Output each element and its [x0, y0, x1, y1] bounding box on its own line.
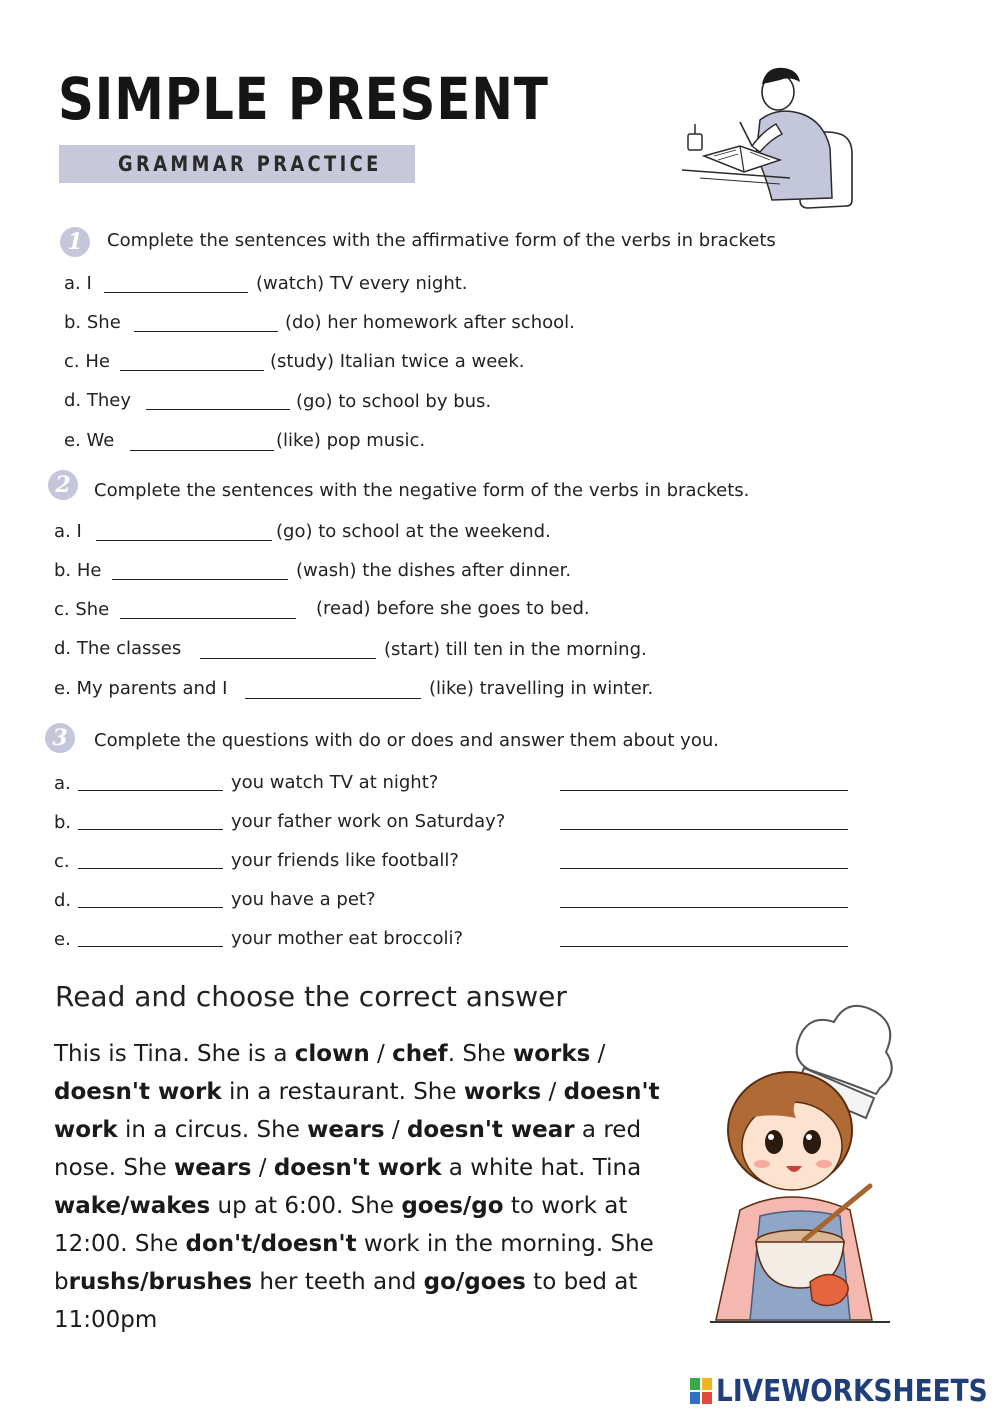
answer-blank[interactable]	[560, 868, 848, 869]
passage-text: her teeth and	[252, 1269, 424, 1295]
answer-option[interactable]: works	[463, 1079, 542, 1105]
passage-text: a red nose. She	[54, 1117, 642, 1181]
person-reading-icon	[680, 60, 870, 210]
answer-blank[interactable]	[120, 370, 264, 371]
answer-blank[interactable]	[560, 946, 848, 947]
exercise-text: (go) to school at the weekend.	[276, 521, 551, 542]
question-text: your friends like football?	[231, 850, 459, 871]
answer-blank[interactable]	[146, 409, 290, 410]
answer-option[interactable]: doesn't work	[54, 1079, 222, 1105]
passage-text: /	[251, 1155, 274, 1181]
page-title: SIMPLE PRESENT	[58, 65, 549, 133]
question-label: e.	[54, 929, 71, 950]
question-text: your father work on Saturday?	[231, 811, 506, 832]
section-instruction: Complete the sentences with the affirmative form of the verbs in brackets	[107, 230, 776, 251]
passage-text: a white hat. Tina	[441, 1155, 642, 1181]
do-does-blank[interactable]	[78, 829, 223, 830]
exercise-text: (like) pop music.	[276, 430, 426, 451]
exercise-label: b. She	[64, 312, 121, 333]
exercise-text: (wash) the dishes after dinner.	[296, 560, 572, 581]
passage-text: . She	[447, 1041, 513, 1067]
answer-blank[interactable]	[120, 618, 296, 619]
do-does-blank[interactable]	[78, 790, 223, 791]
do-does-blank[interactable]	[78, 907, 223, 908]
answer-blank[interactable]	[560, 790, 848, 791]
section-number-badge: 2	[48, 470, 78, 500]
question-label: d.	[54, 890, 72, 911]
exercise-text: (study) Italian twice a week.	[270, 351, 525, 372]
section-instruction: Complete the sentences with the negative form of the verbs in brackets.	[94, 480, 750, 501]
passage-text: /	[590, 1041, 606, 1067]
answer-blank[interactable]	[245, 698, 421, 699]
exercise-text: (like) travelling in winter.	[429, 678, 654, 699]
passage-text: in a circus. She	[117, 1117, 308, 1143]
liveworksheets-logo-icon	[690, 1378, 712, 1404]
exercise-label: e. We	[64, 430, 115, 451]
passage-text: to bed at 11:00pm	[54, 1269, 638, 1333]
passage-text: This is Tina. She is a	[54, 1041, 295, 1067]
exercise-text: (do) her homework after school.	[285, 312, 575, 333]
answer-blank[interactable]	[96, 540, 272, 541]
do-does-blank[interactable]	[78, 868, 223, 869]
question-label: b.	[54, 812, 72, 833]
passage-text: up at 6:00. She	[210, 1193, 402, 1219]
answer-option[interactable]: clown	[294, 1041, 370, 1067]
chef-child-icon	[700, 990, 900, 1330]
answer-option[interactable]: go/goes	[423, 1269, 526, 1295]
answer-blank[interactable]	[560, 829, 848, 830]
question-label: c.	[54, 851, 70, 872]
answer-blank[interactable]	[134, 331, 278, 332]
answer-option[interactable]: wears	[174, 1155, 252, 1181]
answer-option[interactable]: wake/wakes	[54, 1193, 211, 1219]
passage-text: work in the morning. She b	[54, 1231, 654, 1295]
reading-passage	[54, 1035, 704, 1339]
exercise-label: a. I	[54, 521, 82, 542]
passage-text: to work at 12:00. She	[54, 1193, 628, 1257]
answer-blank[interactable]	[200, 658, 376, 659]
answer-blank[interactable]	[130, 450, 274, 451]
answer-option[interactable]: goes/go	[401, 1193, 504, 1219]
exercise-text: (start) till ten in the morning.	[384, 639, 647, 660]
section-number-badge: 3	[45, 723, 75, 753]
answer-blank[interactable]	[104, 292, 248, 293]
exercise-label: c. He	[64, 351, 110, 372]
answer-option[interactable]: don't/doesn't	[185, 1231, 357, 1257]
question-label: a.	[54, 773, 71, 794]
section-number-badge: 1	[60, 227, 90, 257]
exercise-text: (go) to school by bus.	[296, 391, 492, 412]
answer-option[interactable]: doesn't work	[54, 1079, 660, 1143]
answer-option[interactable]: rushs/brushes	[68, 1269, 253, 1295]
exercise-label: e. My parents and I	[54, 678, 228, 699]
exercise-label: b. He	[54, 560, 102, 581]
exercise-text: (read) before she goes to bed.	[316, 598, 590, 619]
brand-name[interactable]: LIVEWORKSHEETS	[716, 1374, 988, 1409]
passage-text: /	[384, 1117, 407, 1143]
page-subtitle: GRAMMAR PRACTICE	[118, 152, 382, 176]
answer-option[interactable]: chef	[392, 1041, 448, 1067]
answer-option[interactable]: works	[512, 1041, 591, 1067]
exercise-label: a. I	[64, 273, 92, 294]
question-text: you have a pet?	[231, 889, 376, 910]
question-text: you watch TV at night?	[231, 772, 439, 793]
exercise-label: c. She	[54, 599, 110, 620]
passage-text: /	[541, 1079, 564, 1105]
answer-option[interactable]: doesn't wear	[406, 1117, 575, 1143]
passage-text: in a restaurant. She	[221, 1079, 464, 1105]
answer-blank[interactable]	[112, 579, 288, 580]
do-does-blank[interactable]	[78, 946, 223, 947]
passage-text: /	[369, 1041, 393, 1067]
answer-option[interactable]: wears	[307, 1117, 385, 1143]
answer-option[interactable]: doesn't work	[273, 1155, 442, 1181]
exercise-text: (watch) TV every night.	[256, 273, 468, 294]
answer-blank[interactable]	[560, 907, 848, 908]
reading-heading: Read and choose the correct answer	[55, 980, 567, 1013]
exercise-label: d. They	[64, 390, 131, 411]
question-text: your mother eat broccoli?	[231, 928, 464, 949]
exercise-label: d. The classes	[54, 638, 182, 659]
section-instruction: Complete the questions with do or does and answer them about you.	[94, 730, 719, 751]
